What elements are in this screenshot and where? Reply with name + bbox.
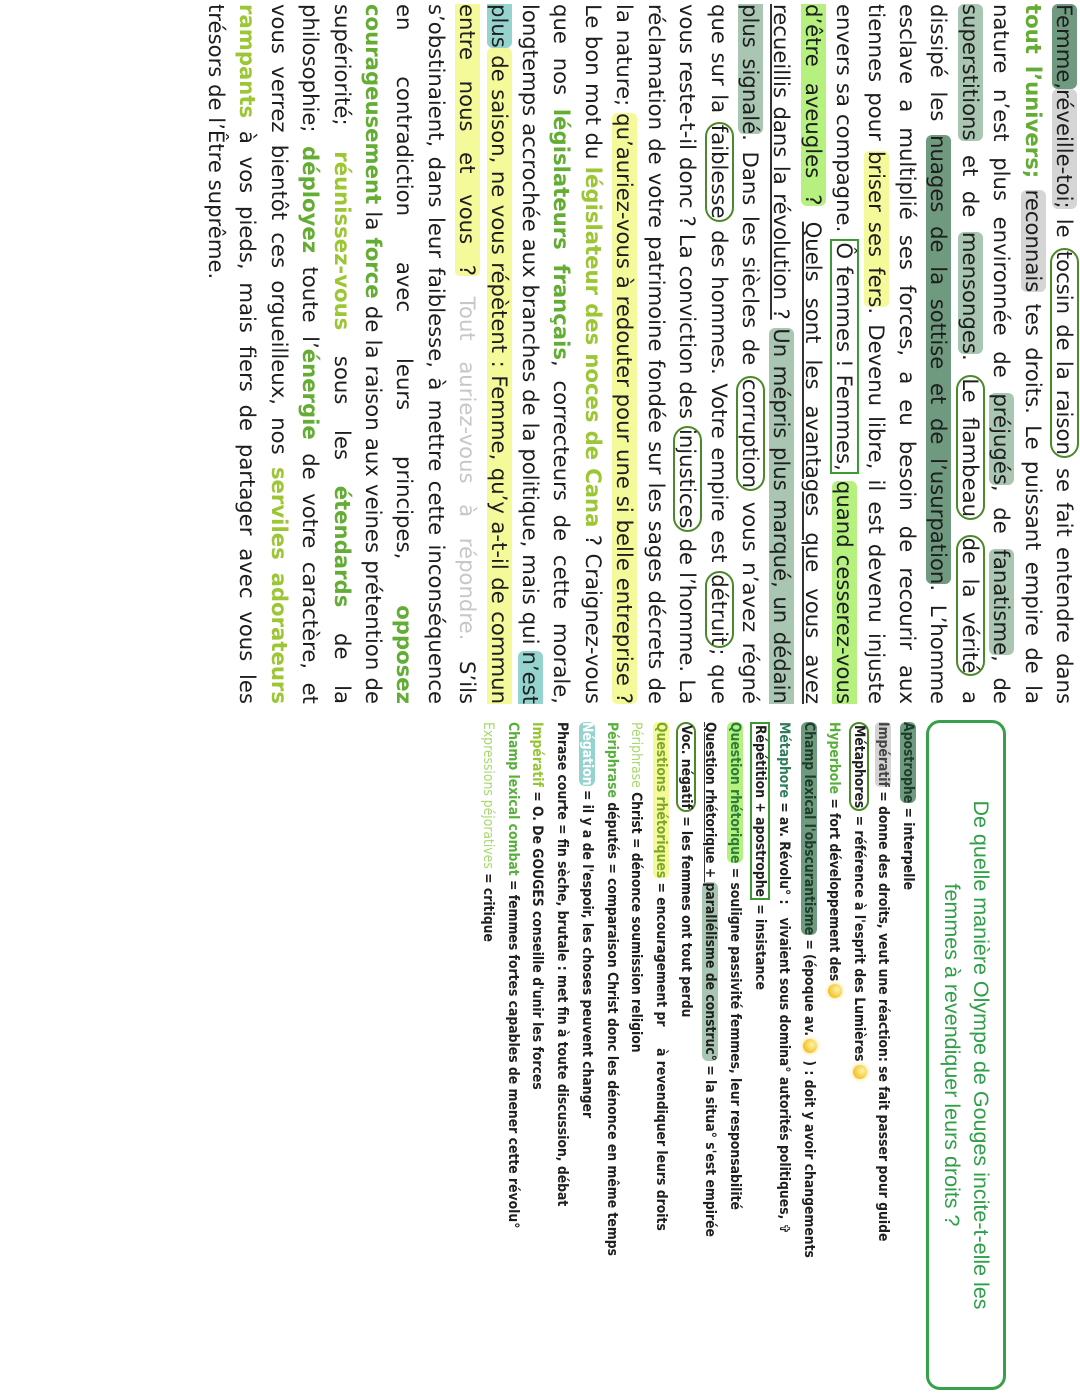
obscurantism-prejuges: préjugés [989, 393, 1015, 485]
note-line [673, 722, 698, 1392]
repetition-femmes: Ô femmes ! Femmes, [830, 239, 859, 473]
note-text: = il y a de l'espoir, les choses peuvent changer [578, 785, 595, 1119]
note-text: Phrase courte = fin sèche, brutale : met fin à toute discussion, débat [554, 722, 571, 1207]
note-line [648, 722, 673, 1392]
text-run: ; que vous reste-t-il donc ? La conviction des [675, 4, 732, 705]
text-run: vous n’avez régné que sur la [706, 4, 763, 704]
negative-injustices: injustices [673, 426, 702, 532]
rhetorical-question-redouter: qu’auriez-vous à redouter pour une si belle entreprise ? [612, 113, 638, 704]
text-run: de la raison aux veines prétention de supériorité; [329, 4, 387, 704]
note-line [574, 722, 599, 1392]
note-line [796, 722, 821, 1392]
note-line [599, 722, 624, 1392]
imperative-deployez: déployez [298, 146, 324, 254]
note-text: à revendiquer leurs droits [652, 1048, 669, 1231]
rhetorical-question-commun: de saison, ne vous répètent : Femme, qu’y a-t-il de commun entre nous et vous ? [455, 4, 512, 704]
lightbulb-icon [828, 984, 842, 998]
text-run: se fait entendre dans [1052, 457, 1077, 704]
text-run: des hommes. Votre empire est [706, 221, 732, 572]
text-run [832, 474, 857, 481]
note-label: Périphrase [603, 722, 620, 798]
text-run: la [361, 204, 387, 238]
metaphor-nuages: nuages de la sottise et de l’usurpation [926, 135, 952, 585]
note-line [747, 722, 772, 1392]
imperative-reveille: réveille-toi; [1052, 89, 1077, 209]
note-text: = av. Révolu° : [776, 797, 793, 905]
obscurantism-superstitions: superstitions [957, 4, 983, 141]
note-text: = insistance [751, 899, 768, 991]
apostrophe-femme: Femme, [1052, 4, 1077, 90]
note-label: Métaphore [776, 722, 793, 798]
text-run: Le bon mot du [580, 4, 606, 167]
obscurantism-mensonges: mensonges [957, 231, 983, 354]
note-text: vivaient sous domina° autorités politiques, ✞ [776, 917, 793, 1235]
text-run [1021, 178, 1046, 189]
text-run: le [1052, 208, 1077, 248]
negative-faiblesse: faiblesse [705, 122, 734, 222]
note-label: Répétition + apostrophe [750, 722, 770, 900]
note-label: Périphrase [628, 722, 645, 788]
metaphor-tocsin: tocsin de la raison [1050, 248, 1079, 458]
note-line [846, 722, 871, 1392]
question-text: De quelle manière Olympe de Gouges incite-t-elle les femmes à revendiquer leurs droits ? [940, 800, 993, 1310]
note-text: = O. De GOUGES conseille d'unir les forces [529, 786, 546, 1090]
note-label: Impératif [529, 722, 546, 787]
note-label: Question rhétorique + [702, 722, 719, 883]
note-line [475, 722, 500, 1392]
text-run: , correcteurs de cette morale, longtemps accrochée aux branches de la politique, mais qui [518, 4, 575, 705]
note-label: Question rhétorique [727, 722, 744, 864]
text-run: . L’homme esclave a multiplié ses forces, a eu besoin de recourir aux tiennes pour [863, 4, 952, 705]
note-label: Voc. négatif [676, 722, 696, 812]
text-run: à vos pieds, mais fiers de partager avec vous les trésors de l’Être suprême. [204, 4, 261, 704]
note-label: Métaphores [849, 722, 869, 811]
imperative-opposez: opposez courageusement [361, 4, 418, 704]
text-run: . [957, 353, 983, 376]
note-text: = souligne passivité femmes, leur responsabilité [727, 863, 744, 1210]
note-label: Questions rhétoriques [652, 722, 669, 879]
question-box [926, 720, 1006, 1390]
note-text: députés = comparaison Christ donc les dénonce en même temps [603, 797, 620, 1257]
text-run [769, 320, 794, 329]
metaphor-fers: briser ses fers [863, 150, 889, 308]
note-text: = critique [480, 868, 497, 942]
text-run: . Devenu libre, il est devenu injuste envers sa compagne. [832, 4, 889, 704]
note-line [549, 722, 574, 1392]
note-line [525, 722, 550, 1392]
negative-detruit: détruit [705, 571, 734, 648]
parallelism-mepris: Un mépris plus marqué, un dédain plus signalé [737, 4, 795, 704]
note-line [871, 722, 896, 1392]
imperative-reunissez: réunissez-vous [329, 151, 355, 331]
obscurantism-fanatisme: fanatisme [989, 549, 1015, 656]
lightbulb-icon [803, 1039, 817, 1053]
periphrasis-christ: législateur des noces de Cana [580, 166, 606, 528]
source-passage [201, 4, 1080, 704]
negative-corruption: corruption [736, 376, 765, 491]
text-run [801, 206, 826, 222]
note-text: = femmes fortes capables de mener cette révolu° [504, 875, 521, 1229]
note-text: = interpelle [900, 803, 916, 890]
text-run: S’ils s’obstinaient, dans leur faiblesse, à mettre cette inconséquence en contradiction avec leurs principes, [392, 4, 481, 705]
text-run: , de [989, 655, 1015, 704]
note-text: Christ = dénonce soumission religion [628, 787, 645, 1053]
note-label: Apostrophe [900, 722, 916, 804]
note-text: = encouragement pr [652, 878, 669, 1027]
combat-etendards: étendards [329, 485, 355, 608]
note-text: = donne des droits, veut une réaction: se fait passer pour guide [875, 786, 892, 1242]
note-line [772, 722, 797, 1392]
hyperbole-univers: tout l’univers; [1020, 4, 1046, 179]
imperative-reconnais: reconnais [1020, 189, 1046, 293]
note-label: Champ lexical l'obscurantisme [801, 722, 818, 936]
passage-paragraph [201, 4, 1080, 704]
metaphor-verite: de la vérité [956, 535, 985, 677]
note-line [895, 722, 920, 1392]
rhetorical-question-aveugles: quand cesserez-vous d’être aveugles ? [800, 4, 858, 704]
text-run: , de [989, 484, 1015, 550]
text-run: de votre caractère, et vous verrez bientôt ces orgueilleux, nos [266, 4, 324, 704]
combat-force: force [361, 237, 387, 299]
note-text: = la situa° s'est empirée [702, 1060, 719, 1237]
lightbulb-icon [853, 1065, 867, 1079]
text-run: ? Craignez-vous que nos [549, 4, 606, 704]
note-line [500, 722, 525, 1392]
negation-nest-plus: n’est plus [486, 4, 544, 704]
text-run: tes droits. Le puissant empire de la nature n’est plus environnée de [989, 4, 1046, 704]
pejorative-serviles: serviles adorateurs rampants [235, 4, 292, 704]
note-label: Expressions péjoratives [480, 722, 497, 869]
note-text: = fort développement des [825, 794, 842, 982]
note-text: ) : doit y avoir changements [801, 1056, 818, 1258]
note-text: = référence à l'esprit des Lumières [850, 811, 867, 1062]
note-label: Négation [578, 722, 595, 786]
text-run: de l’homme. La réclamation de votre patrimoine fondée sur les sages décrets de la nature; [612, 4, 701, 704]
text-run: sous les [329, 330, 355, 486]
analysis-notes [475, 722, 920, 1392]
note-line [722, 722, 747, 1392]
combat-energie: énergie [298, 348, 324, 440]
text-run: de la philosophie; [298, 4, 355, 705]
text-run [958, 520, 983, 535]
text-run: et de [957, 140, 983, 232]
note-text: = (époque av. [801, 935, 818, 1037]
note-label: Champ lexical combat [504, 722, 521, 876]
short-sentence: Tout auriez-vous à répondre. [455, 276, 481, 641]
text-run: toute l’ [298, 253, 324, 349]
metaphor-flambeau: Le flambeau [956, 375, 985, 520]
note-line [624, 722, 649, 1392]
note-text: = les femmes ont tout perdu [677, 811, 694, 1018]
periphrasis-deputes: législateurs français [549, 108, 575, 360]
note-label: parallélisme de construc° [702, 882, 719, 1061]
text-run: . Dans les siècles de [737, 134, 763, 376]
note-line [821, 722, 846, 1392]
text-run: a dissipé les [926, 4, 983, 704]
note-line [698, 722, 723, 1392]
note-label: Hyperbole [825, 722, 842, 794]
note-label: Impératif [875, 722, 892, 787]
rhetorical-question-avantages: Quels sont les avantages que vous avez recueillis dans la révolution ? [769, 4, 826, 705]
